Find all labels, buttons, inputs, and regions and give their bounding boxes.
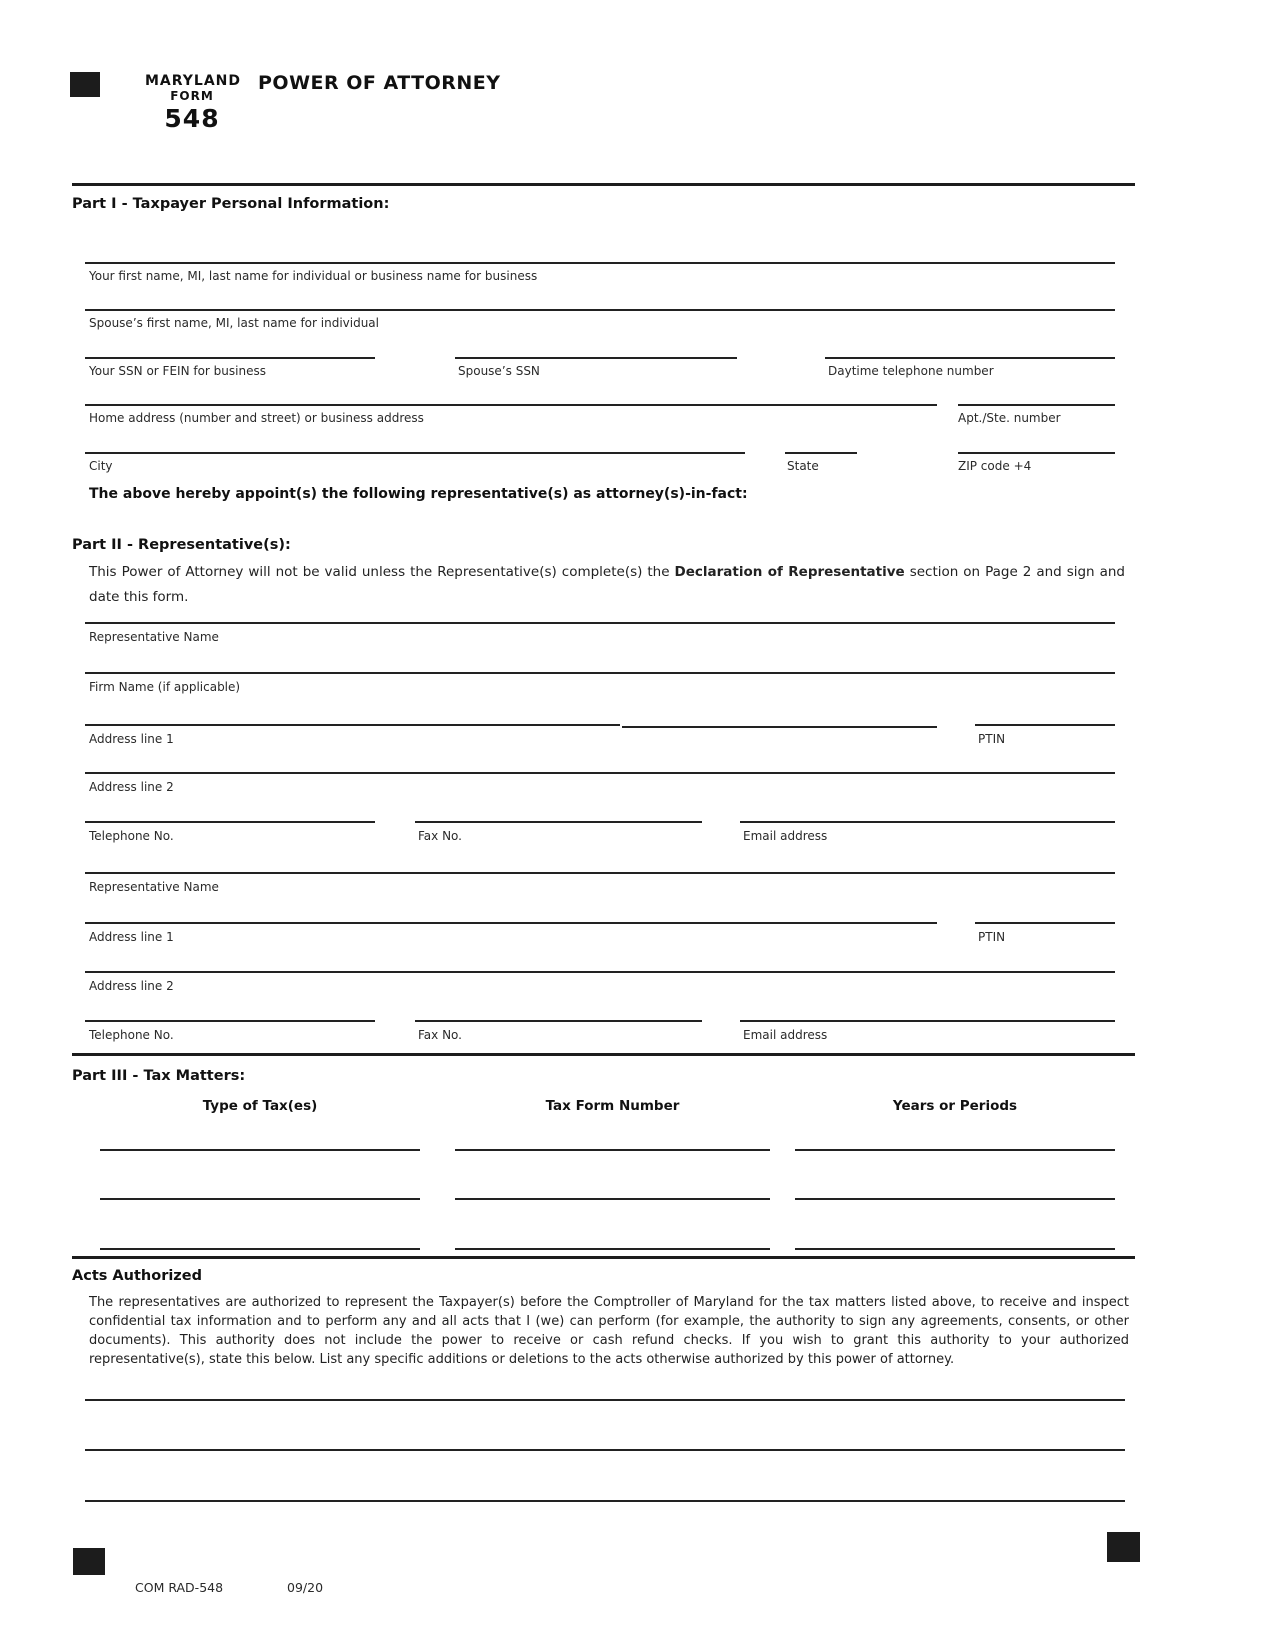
rep2-email-label: Email address [743,1028,828,1042]
appoint-statement: The above hereby appoint(s) the following representative(s) as attorney(s)-in-fact: [89,486,748,502]
spouse-ssn-field[interactable] [455,357,737,359]
rep2-address2-label: Address line 2 [89,979,174,993]
form-word: FORM [170,89,214,103]
rep1-firm-label: Firm Name (if applicable) [89,680,241,694]
rep1-email-label: Email address [743,829,828,843]
registration-mark-bottom-left [73,1548,105,1575]
taxpayer-name-label: Your first name, MI, last name for individual or business name for business [89,269,538,283]
rep2-name-field[interactable] [85,872,1115,874]
daytime-phone-field[interactable] [825,357,1115,359]
spouse-name-field[interactable] [85,309,1115,311]
city-label: City [89,459,113,473]
header-divider [72,183,1135,186]
rep2-name-label: Representative Name [89,880,219,894]
rep1-address2-label: Address line 2 [89,780,174,794]
tax-row3-form-field[interactable] [455,1248,770,1250]
part2-intro-text-1: This Power of Attorney will not be valid unless the Representative(s) complete(s) the [89,564,675,580]
rep2-fax-field[interactable] [415,1020,702,1022]
rep1-email-field[interactable] [740,821,1115,823]
part3-heading: Part III - Tax Matters: [72,1068,246,1084]
rep2-telephone-label: Telephone No. [89,1028,174,1042]
home-address-field[interactable] [85,404,937,406]
rep2-ptin-field[interactable] [975,922,1115,924]
tax-row2-type-field[interactable] [100,1198,420,1200]
apt-number-field[interactable] [958,404,1115,406]
acts-additional-line-1[interactable] [85,1399,1125,1401]
state-field[interactable] [785,452,857,454]
acts-heading: Acts Authorized [72,1268,202,1284]
spouse-name-label: Spouse’s first name, MI, last name for individual [89,316,379,330]
rep1-name-label: Representative Name [89,630,219,644]
rep2-address1-field[interactable] [85,922,937,924]
acts-paragraph: The representatives are authorized to represent the Taxpayer(s) before the Comptroller of Maryland for the tax matters listed above, to receive and inspect confidential tax information and to perform any and all acts that I (we) can perform (for example, the authority to sign any agreements, consents, or other documents). This authority does not include the power to receive or cash refund checks. If you wish to grant this authority to your authorized representative(s), state this below. List any specific additions or deletions to the acts otherwise authorized by this power of attorney. [89,1295,1129,1367]
registration-mark-top-left [70,72,100,97]
part2-intro [89,560,1125,610]
tax-row3-type-field[interactable] [100,1248,420,1250]
acts-additional-line-2[interactable] [85,1449,1125,1451]
tax-row2-years-field[interactable] [795,1198,1115,1200]
footer-form-code: COM RAD-548 [135,1580,224,1595]
state-label: State [787,459,819,473]
apt-number-label: Apt./Ste. number [958,411,1061,425]
form-id-block [145,73,242,133]
page-title: POWER OF ATTORNEY [258,72,501,94]
rep1-address1-field[interactable] [85,724,620,726]
footer-revision: 09/20 [287,1580,324,1595]
taxpayer-ssn-label: Your SSN or FEIN for business [89,364,266,378]
form-number: 548 [164,104,220,133]
tax-form-column-header: Tax Form Number [545,1098,680,1114]
rep2-address2-field[interactable] [85,971,1115,973]
tax-row1-years-field[interactable] [795,1149,1115,1151]
rep2-address1-label: Address line 1 [89,930,174,944]
daytime-phone-label: Daytime telephone number [828,364,994,378]
spouse-ssn-label: Spouse’s SSN [458,364,540,378]
rep1-fax-label: Fax No. [418,829,462,843]
part2-intro-text-2: section on Page 2 and sign and date this form. [89,564,1125,605]
tax-row1-type-field[interactable] [100,1149,420,1151]
acts-additional-line-3[interactable] [85,1500,1125,1502]
form-state: MARYLAND [145,73,242,89]
rep1-ptin-field[interactable] [975,724,1115,726]
rep2-fax-label: Fax No. [418,1028,462,1042]
home-address-label: Home address (number and street) or business address [89,411,424,425]
part2-intro-bold: Declaration of Representative [674,564,905,580]
rep1-ptin-label: PTIN [978,732,1006,746]
tax-row3-years-field[interactable] [795,1248,1115,1250]
rep1-firm-field[interactable] [85,672,1115,674]
rep1-address2-field[interactable] [85,772,1115,774]
zip-label: ZIP code +4 [958,459,1032,473]
rep2-ptin-label: PTIN [978,930,1006,944]
part2-divider [72,1053,1135,1056]
registration-mark-bottom-right [1107,1532,1140,1562]
taxpayer-ssn-field[interactable] [85,357,375,359]
tax-years-column-header: Years or Periods [892,1098,1018,1114]
city-field[interactable] [85,452,745,454]
rep1-name-field[interactable] [85,622,1115,624]
rep2-telephone-field[interactable] [85,1020,375,1022]
rep1-address1-field-extension[interactable] [622,726,937,728]
tax-type-column-header: Type of Tax(es) [202,1098,318,1114]
rep2-email-field[interactable] [740,1020,1115,1022]
part3-divider [72,1256,1135,1259]
zip-field[interactable] [958,452,1115,454]
tax-row1-form-field[interactable] [455,1149,770,1151]
tax-row2-form-field[interactable] [455,1198,770,1200]
rep1-telephone-field[interactable] [85,821,375,823]
rep1-telephone-label: Telephone No. [89,829,174,843]
rep1-address1-label: Address line 1 [89,732,174,746]
part1-heading: Part I - Taxpayer Personal Information: [72,196,390,212]
part2-heading: Part II - Representative(s): [72,537,291,553]
rep1-fax-field[interactable] [415,821,702,823]
taxpayer-name-field[interactable] [85,262,1115,264]
